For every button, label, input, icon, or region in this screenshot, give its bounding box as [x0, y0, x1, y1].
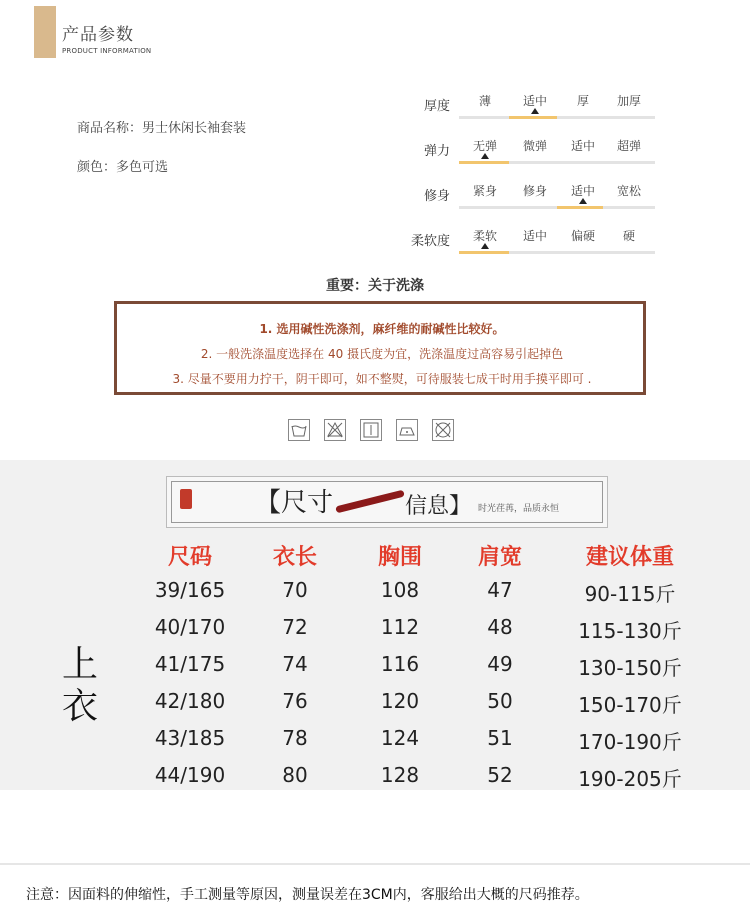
- banner-text-left: 【尺寸: [255, 488, 334, 518]
- scale-bar: [509, 161, 561, 164]
- size-cell: 108: [380, 578, 420, 602]
- size-cell: 41/175: [154, 652, 226, 676]
- divider: [0, 863, 750, 865]
- attribute-option: 适中: [522, 229, 547, 243]
- scale-bar-selected: [459, 251, 511, 254]
- attribute-option: 修身: [522, 184, 547, 198]
- banner-tagline: 时光荏苒，品质永恒: [478, 504, 560, 514]
- attribute-label: 修身: [423, 189, 450, 204]
- size-cell: 72: [282, 615, 308, 639]
- product-color: 颜色：多色可选: [77, 160, 169, 175]
- size-cell: 112: [380, 615, 420, 639]
- size-header-cell: 肩宽: [477, 545, 522, 570]
- size-cell: 43/185: [154, 726, 226, 750]
- attribute-option: 微弹: [522, 139, 547, 153]
- size-cell: 44/190: [154, 763, 226, 787]
- scale-bar: [459, 116, 511, 119]
- scale-bar: [557, 116, 609, 119]
- scale-bar: [509, 251, 561, 254]
- size-cell: 39/165: [154, 578, 226, 602]
- attribute-option: 加厚: [616, 94, 641, 108]
- size-cell: 74: [282, 652, 308, 676]
- size-cell: 50: [487, 689, 513, 713]
- size-header-cell: 胸围: [377, 545, 422, 570]
- size-cell: 40/170: [154, 615, 226, 639]
- size-cell: 78: [282, 726, 308, 750]
- section-subtitle: PRODUCT INFORMATION: [62, 47, 152, 55]
- size-cell: 49: [487, 652, 513, 676]
- size-cell: 124: [380, 726, 420, 750]
- scale-bar: [603, 206, 655, 209]
- seal-icon: [180, 489, 192, 509]
- size-cell: 90-115斤: [584, 582, 676, 606]
- washing-title: 重要：关于洗涤: [326, 278, 424, 294]
- care-icons: [286, 419, 461, 455]
- side-label-bottom: 衣: [62, 686, 99, 727]
- attribute-option: 适中: [522, 94, 547, 108]
- size-header-cell: 建议体重: [585, 545, 674, 570]
- banner-text-right: 信息】: [405, 494, 472, 519]
- scale-bar: [603, 161, 655, 164]
- size-cell: 52: [487, 763, 513, 787]
- size-cell: 130-150斤: [578, 656, 682, 680]
- scale-bar: [557, 161, 609, 164]
- size-cell: 115-130斤: [578, 619, 682, 643]
- size-cell: 128: [380, 763, 420, 787]
- scale-bar: [509, 206, 561, 209]
- attribute-option: 硬: [622, 229, 635, 243]
- attribute-label: 弹力: [423, 144, 450, 159]
- attribute-option: 紧身: [472, 184, 497, 198]
- washing-line-2: 2. 一般洗涤温度选择在 40 摄氏度为宜，洗涤温度过高容易引起掉色: [200, 347, 564, 361]
- measurement-note: 注意：因面料的伸缩性，手工测量等原因，测量误差在3CM内，客服给出大概的尺码推荐。: [26, 887, 589, 903]
- product-name: 商品名称：男士休闲长袖套装: [77, 121, 247, 136]
- scale-bar: [603, 116, 655, 119]
- attribute-option: 适中: [570, 184, 595, 198]
- wash-30-icon: [288, 419, 310, 441]
- size-cell: 170-190斤: [578, 730, 682, 754]
- attribute-option: 无弹: [472, 139, 497, 153]
- washing-line-1: 1. 选用碱性洗涤剂，麻纤维的耐碱性比较好。: [259, 322, 505, 336]
- attribute-label: 厚度: [423, 99, 450, 114]
- header-accent-block: [34, 6, 56, 58]
- selected-arrow-icon: [531, 108, 539, 114]
- attribute-option: 薄: [478, 94, 491, 108]
- attribute-option: 柔软: [472, 229, 497, 243]
- attribute-option: 适中: [570, 139, 595, 153]
- size-cell: 51: [487, 726, 513, 750]
- size-cell: 80: [282, 763, 308, 787]
- selected-arrow-icon: [481, 243, 489, 249]
- scale-bar-selected: [509, 116, 561, 119]
- no-dryclean-icon: [432, 419, 454, 441]
- size-cell: 116: [380, 652, 420, 676]
- selected-arrow-icon: [579, 198, 587, 204]
- scale-bar-selected: [459, 161, 511, 164]
- scale-bar: [459, 206, 511, 209]
- section-title: 产品参数: [62, 25, 134, 45]
- washing-line-3: 3. 尽量不要用力拧干，阴干即可，如不整熨，可待服装七成干时用手摸平即可 .: [172, 372, 592, 386]
- attribute-option: 偏硬: [570, 229, 595, 243]
- attribute-option: 厚: [576, 94, 589, 108]
- selected-arrow-icon: [481, 153, 489, 159]
- attribute-option: 宽松: [616, 184, 641, 198]
- size-cell: 47: [487, 578, 513, 602]
- size-cell: 48: [487, 615, 513, 639]
- side-label-top: 上: [62, 644, 99, 685]
- scale-bar: [603, 251, 655, 254]
- attribute-option: 超弹: [616, 139, 641, 153]
- size-header-cell: 尺码: [167, 545, 212, 570]
- scale-bar: [557, 251, 609, 254]
- no-bleach-icon: [324, 419, 346, 441]
- attribute-label: 柔软度: [410, 234, 450, 249]
- size-cell: 150-170斤: [578, 693, 682, 717]
- size-cell: 120: [380, 689, 420, 713]
- size-cell: 70: [282, 578, 308, 602]
- hang-dry-icon: [360, 419, 382, 441]
- iron-low-icon: [396, 419, 418, 441]
- size-cell: 42/180: [154, 689, 226, 713]
- size-cell: 190-205斤: [578, 767, 682, 791]
- size-cell: 76: [282, 689, 308, 713]
- size-header-cell: 衣长: [272, 545, 317, 570]
- scale-bar-selected: [557, 206, 609, 209]
